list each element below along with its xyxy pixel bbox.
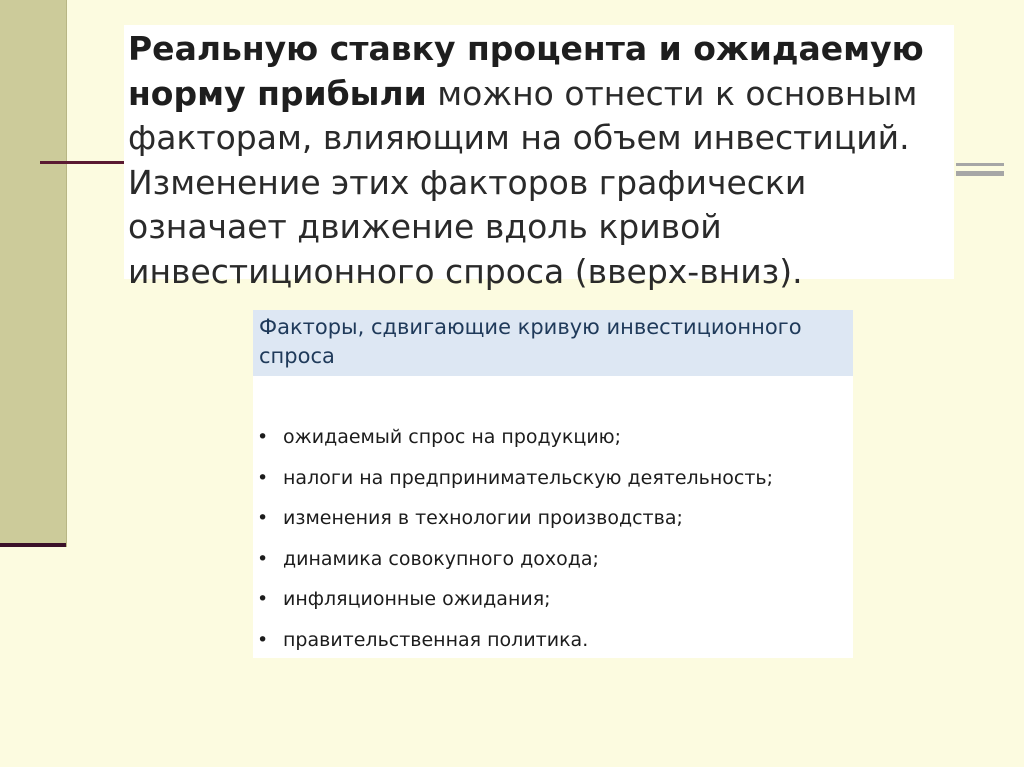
factors-box bbox=[253, 310, 853, 658]
bullet-icon: • bbox=[257, 507, 269, 529]
decorative-side-bar bbox=[0, 0, 67, 547]
list-item-text: динамика совокупного дохода; bbox=[283, 547, 599, 570]
list-item bbox=[253, 544, 853, 585]
bullet-icon: • bbox=[257, 547, 269, 570]
bullet-icon: • bbox=[257, 466, 269, 489]
decorative-rule-right bbox=[956, 163, 1004, 177]
intro-bold-text: Реальную ставку процента и ожидаемую норму прибыли bbox=[128, 29, 924, 113]
bullet-icon: • bbox=[257, 588, 269, 610]
list-item bbox=[253, 625, 853, 666]
bullet-icon: • bbox=[257, 628, 269, 651]
list-item bbox=[253, 503, 853, 544]
list-item bbox=[253, 584, 853, 625]
decorative-rule-bottom bbox=[0, 543, 66, 547]
intro-text-box bbox=[124, 25, 954, 291]
list-item bbox=[253, 463, 853, 504]
intro-paragraph bbox=[124, 25, 954, 294]
list-item-text: правительственная политика. bbox=[283, 628, 589, 651]
intro-regular-text: можно отнести к основным факторам, влияющим на объем инвестиций. Изменение этих факторов графически означает движение вдоль кривой инвестиционного спроса (вверх-вниз). bbox=[128, 73, 918, 291]
list-item bbox=[253, 422, 853, 463]
list-item-text: ожидаемый спрос на продукцию; bbox=[283, 426, 622, 448]
list-item-text: налоги на предпринимательскую деятельность; bbox=[283, 466, 774, 489]
list-item-text: инфляционные ожидания; bbox=[283, 588, 551, 610]
factors-header: Факторы, сдвигающие кривую инвестиционного спроса bbox=[253, 310, 853, 376]
list-item-text: изменения в технологии производства; bbox=[283, 507, 683, 529]
bullet-icon: • bbox=[257, 426, 269, 448]
decorative-rule-top bbox=[40, 161, 126, 164]
factors-list bbox=[253, 422, 853, 665]
